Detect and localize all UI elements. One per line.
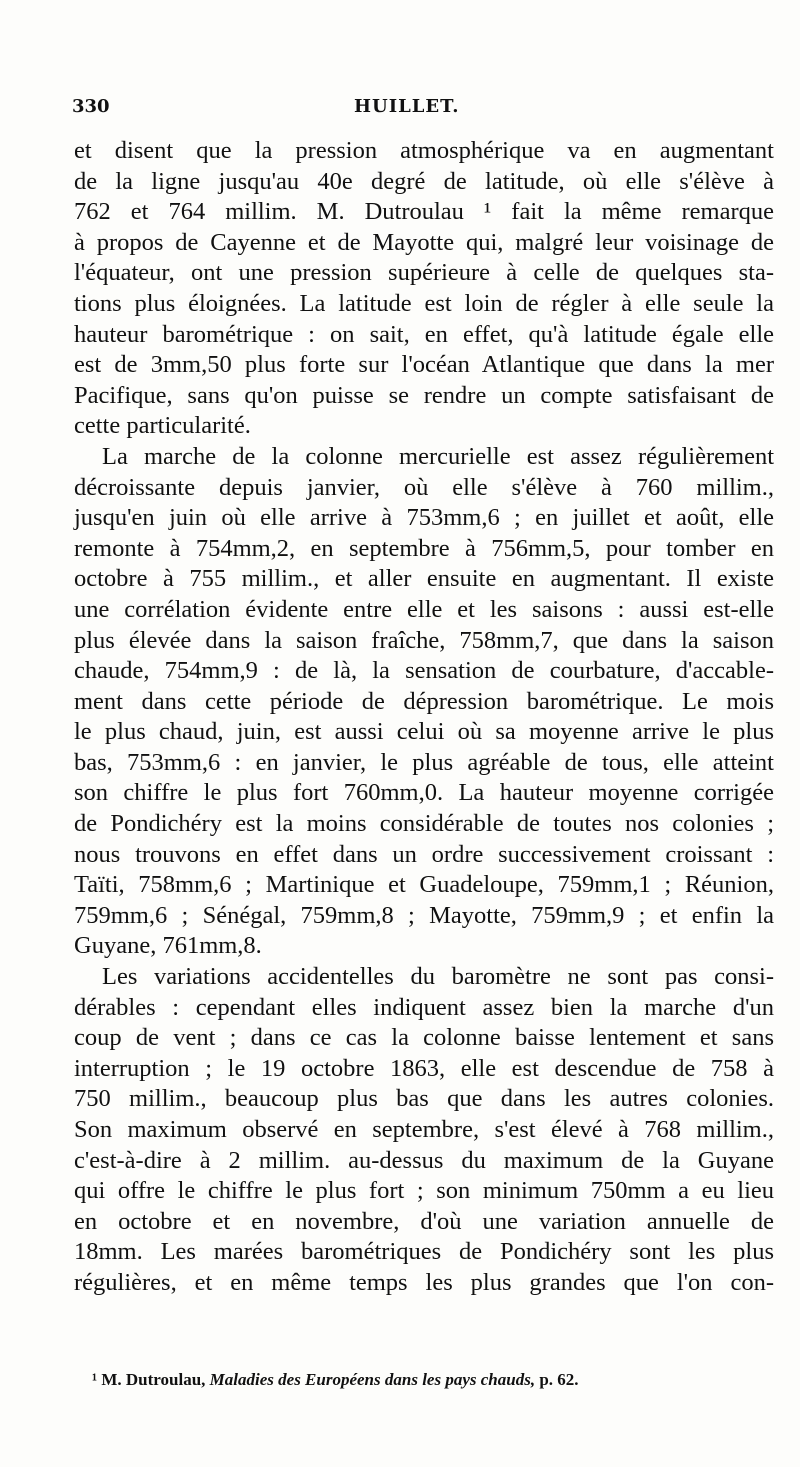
footnote-marker: ¹: [92, 1370, 98, 1389]
running-title: HUILLET.: [354, 96, 460, 117]
text-line: nous trouvons en effet dans un ordre successivement croissant :: [74, 840, 774, 868]
footnote-page: p. 62.: [539, 1370, 579, 1389]
text-line: coup de vent ; dans ce cas la colonne baisse lentement et sans: [74, 1024, 774, 1052]
text-line: régulières, et en même temps les plus grandes que l'on con-: [74, 1268, 774, 1296]
text-line: de la ligne jusqu'au 40e degré de latitude, où elle s'élève à: [74, 167, 774, 195]
text-line: hauteur barométrique : on sait, en effet, qu'à latitude égale elle: [74, 320, 774, 348]
text-line: Son maximum observé en septembre, s'est élevé à 768 millim.,: [74, 1116, 774, 1143]
text-line: Les variations accidentelles du baromètre ne sont pas consi-: [102, 963, 774, 991]
text-line: de Pondichéry est la moins considérable de toutes nos colonies ;: [74, 810, 774, 838]
text-line: octobre à 755 millim., et aller ensuite en augmentant. Il existe: [74, 565, 774, 593]
text-line: 762 et 764 millim. M. Dutroulau ¹ fait la même remarque: [74, 198, 774, 226]
footnote-work-title: Maladies des Européens dans les pays chauds,: [209, 1370, 536, 1389]
text-line: plus élevée dans la saison fraîche, 758mm,7, que dans la saison: [74, 626, 774, 654]
text-line: à propos de Cayenne et de Mayotte qui, malgré leur voisinage de: [74, 228, 774, 256]
text-line: tions plus éloignées. La latitude est loin de régler à elle seule la: [74, 289, 774, 317]
text-line: chaude, 754mm,9 : de là, la sensation de courbature, d'accable-: [74, 657, 774, 685]
page-number: 330: [72, 96, 110, 117]
text-line: une corrélation évidente entre elle et les saisons : aussi est-elle: [74, 595, 774, 623]
text-line: 750 millim., beaucoup plus bas que dans les autres colonies.: [74, 1085, 774, 1113]
text-line: le plus chaud, juin, est aussi celui où sa moyenne arrive le plus: [74, 718, 774, 746]
footnote: [92, 1370, 732, 1390]
text-line: l'équateur, ont une pression supérieure à celle de quelques sta-: [74, 259, 774, 287]
text-line: remonte à 754mm,2, en septembre à 756mm,5, pour tomber en: [74, 534, 774, 562]
text-line: Taïti, 758mm,6 ; Martinique et Guadeloupe, 759mm,1 ; Réunion,: [74, 871, 774, 899]
text-line: bas, 753mm,6 : en janvier, le plus agréable de tous, elle atteint: [74, 748, 774, 776]
body-text: [74, 136, 774, 1299]
text-line: jusqu'en juin où elle arrive à 753mm,6 ; en juillet et août, elle: [74, 504, 774, 532]
text-line: et disent que la pression atmosphérique va en augmentant: [74, 137, 774, 164]
text-line: c'est-à-dire à 2 millim. au-dessus du maximum de la Guyane: [74, 1146, 774, 1174]
text-line: est de 3mm,50 plus forte sur l'océan Atlantique que dans la mer: [74, 351, 774, 379]
running-header: [72, 96, 772, 126]
text-line: qui offre le chiffre le plus fort ; son minimum 750mm a eu lieu: [74, 1177, 774, 1205]
text-line: dérables : cependant elles indiquent assez bien la marche d'un: [74, 993, 774, 1021]
text-line: Guyane, 761mm,8.: [74, 932, 262, 960]
text-line: Pacifique, sans qu'on puisse se rendre un compte satisfaisant de: [74, 381, 774, 409]
text-line: 18mm. Les marées barométriques de Pondichéry sont les plus: [74, 1238, 774, 1266]
text-line: 759mm,6 ; Sénégal, 759mm,8 ; Mayotte, 759mm,9 ; et enfin la: [74, 901, 774, 929]
text-line: cette particularité.: [74, 412, 251, 440]
text-line: son chiffre le plus fort 760mm,0. La hauteur moyenne corrigée: [74, 779, 774, 807]
footnote-author: M. Dutroulau,: [101, 1370, 206, 1389]
text-line: interruption ; le 19 octobre 1863, elle est descendue de 758 à: [74, 1054, 774, 1082]
text-line: ment dans cette période de dépression barométrique. Le mois: [74, 687, 774, 715]
text-line: décroissante depuis janvier, où elle s'élève à 760 millim.,: [74, 473, 774, 501]
text-line: en octobre et en novembre, d'où une variation annuelle de: [74, 1207, 774, 1235]
text-line: La marche de la colonne mercurielle est assez régulièrement: [102, 442, 774, 470]
